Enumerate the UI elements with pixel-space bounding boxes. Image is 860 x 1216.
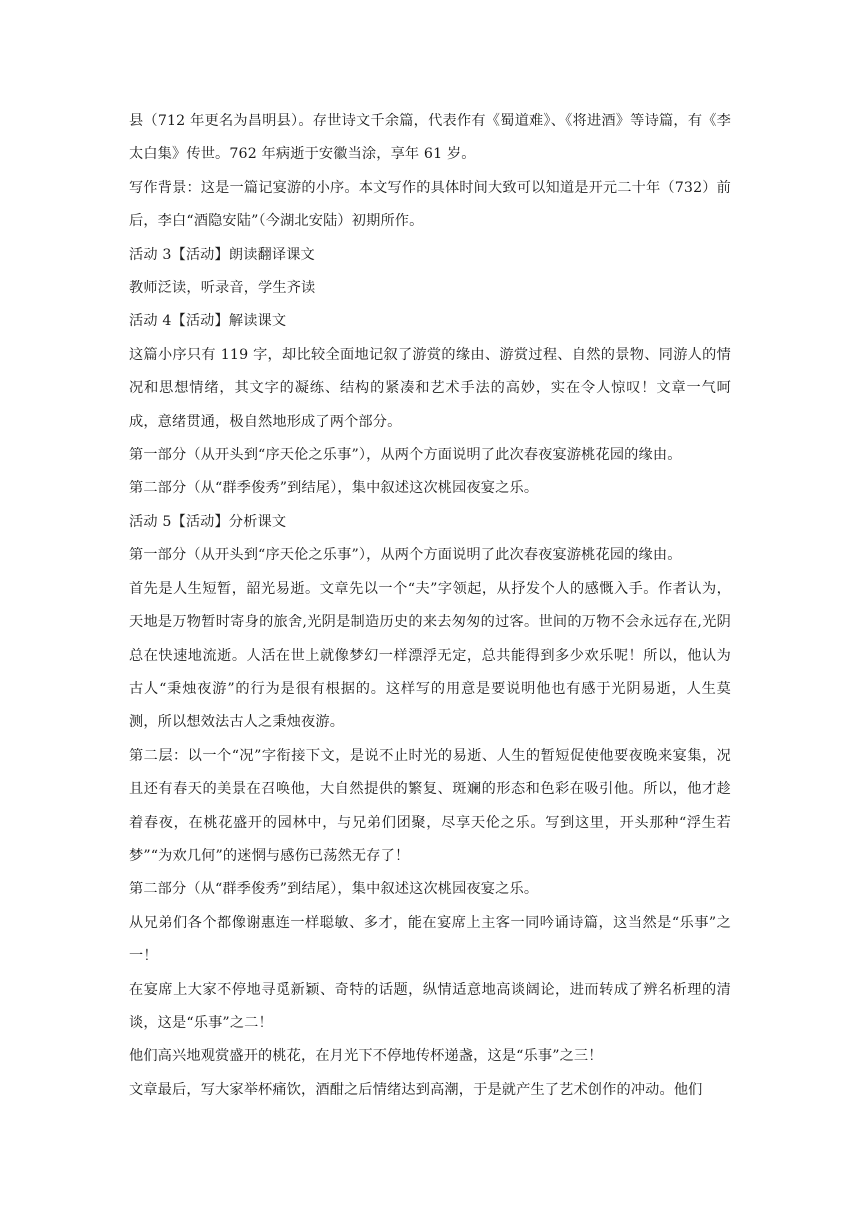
- paragraph-joy-two: 在宴席上大家不停地寻觅新颖、奇特的话题，纵情适意地高谈阔论，进而转成了辨名析理的清谈，这是“乐事”之二！: [129, 981, 731, 1031]
- paragraph-conclusion: 文章最后，写大家举杯痛饮，酒酣之后情绪达到高潮，于是就产生了艺术创作的冲动。他们: [129, 1081, 703, 1098]
- paragraph-author-bio: 县（712 年更名为昌明县）。存世诗文千余篇，代表作有《蜀道难》、《将进酒》等诗篇，有《李太白集》传世。762 年病逝于安徽当涂，享年 61 岁。: [129, 113, 731, 163]
- activity-4-heading: 活动 4【活动】解读课文: [129, 313, 287, 330]
- paragraph-joy-three: 他们高兴地观赏盛开的桃花，在月光下不停地传杯递盏，这是“乐事”之三！: [129, 1048, 603, 1065]
- document-body: [129, 105, 731, 1107]
- paragraph-writing-background: 写作背景：这是一篇记宴游的小序。本文写作的具体时间大致可以知道是开元二十年（732）前后，李白“酒隐安陆”（今湖北安陆）初期所作。: [129, 179, 731, 230]
- paragraph-part-one-analysis-intro: 第一部分（从开头到“序天伦之乐事”），从两个方面说明了此次春夜宴游桃花园的缘由。: [129, 547, 682, 564]
- paragraph-reading-method: 教师泛读，听录音，学生齐读: [129, 280, 316, 297]
- paragraph-part-one-summary: 第一部分（从开头到“序天伦之乐事”），从两个方面说明了此次春夜宴游桃花园的缘由。: [129, 447, 682, 464]
- paragraph-part-two-analysis-intro: 第二部分（从“群季俊秀”到结尾），集中叙述这次桃园夜宴之乐。: [129, 881, 539, 898]
- paragraph-first-layer: 首先是人生短暂，韶光易逝。文章先以一个“夫”字领起，从抒发个人的感慨入手。作者认为，天地是万物暂时寄身的旅舍,光阴是制造历史的来去匆匆的过客。世间的万物不会永远存在,光阴总在快速地流逝。人活在世上就像梦幻一样漂浮无定，总共能得到多少欢乐呢！所以，他认为古人“秉烛夜游”的行为是很有根据的。这样写的用意是要说明他也有感于光阴易逝，人生莫测，所以想效法古人之秉烛夜游。: [129, 580, 731, 731]
- paragraph-text-overview: 这篇小序只有 119 字，却比较全面地记叙了游赏的缘由、游赏过程、自然的景物、同游人的情况和思想情绪，其文字的凝练、结构的紧凑和艺术手法的高妙，实在令人惊叹！文章一气呵成，意绪贯通，极自然地形成了两个部分。: [129, 346, 731, 430]
- paragraph-second-layer: 第二层：以一个“况”字衔接下文，是说不止时光的易逝、人生的暂短促使他要夜晚来宴集，况且还有春天的美景在召唤他，大自然提供的繁复、斑斓的形态和色彩在吸引他。所以，他才趁着春夜，在桃花盛开的园林中，与兄弟们团聚，尽享天伦之乐。写到这里，开头那种“浮生若梦”“为欢几何”的迷惘与感伤已荡然无存了！: [129, 747, 731, 864]
- paragraph-joy-one: 从兄弟们各个都像谢惠连一样聪敏、多才，能在宴席上主客一同吟诵诗篇，这当然是“乐事”之一！: [129, 914, 731, 965]
- activity-5-heading: 活动 5【活动】分析课文: [129, 513, 287, 530]
- paragraph-part-two-summary: 第二部分（从“群季俊秀”到结尾），集中叙述这次桃园夜宴之乐。: [129, 480, 539, 497]
- activity-3-heading: 活动 3【活动】朗读翻译课文: [129, 246, 315, 263]
